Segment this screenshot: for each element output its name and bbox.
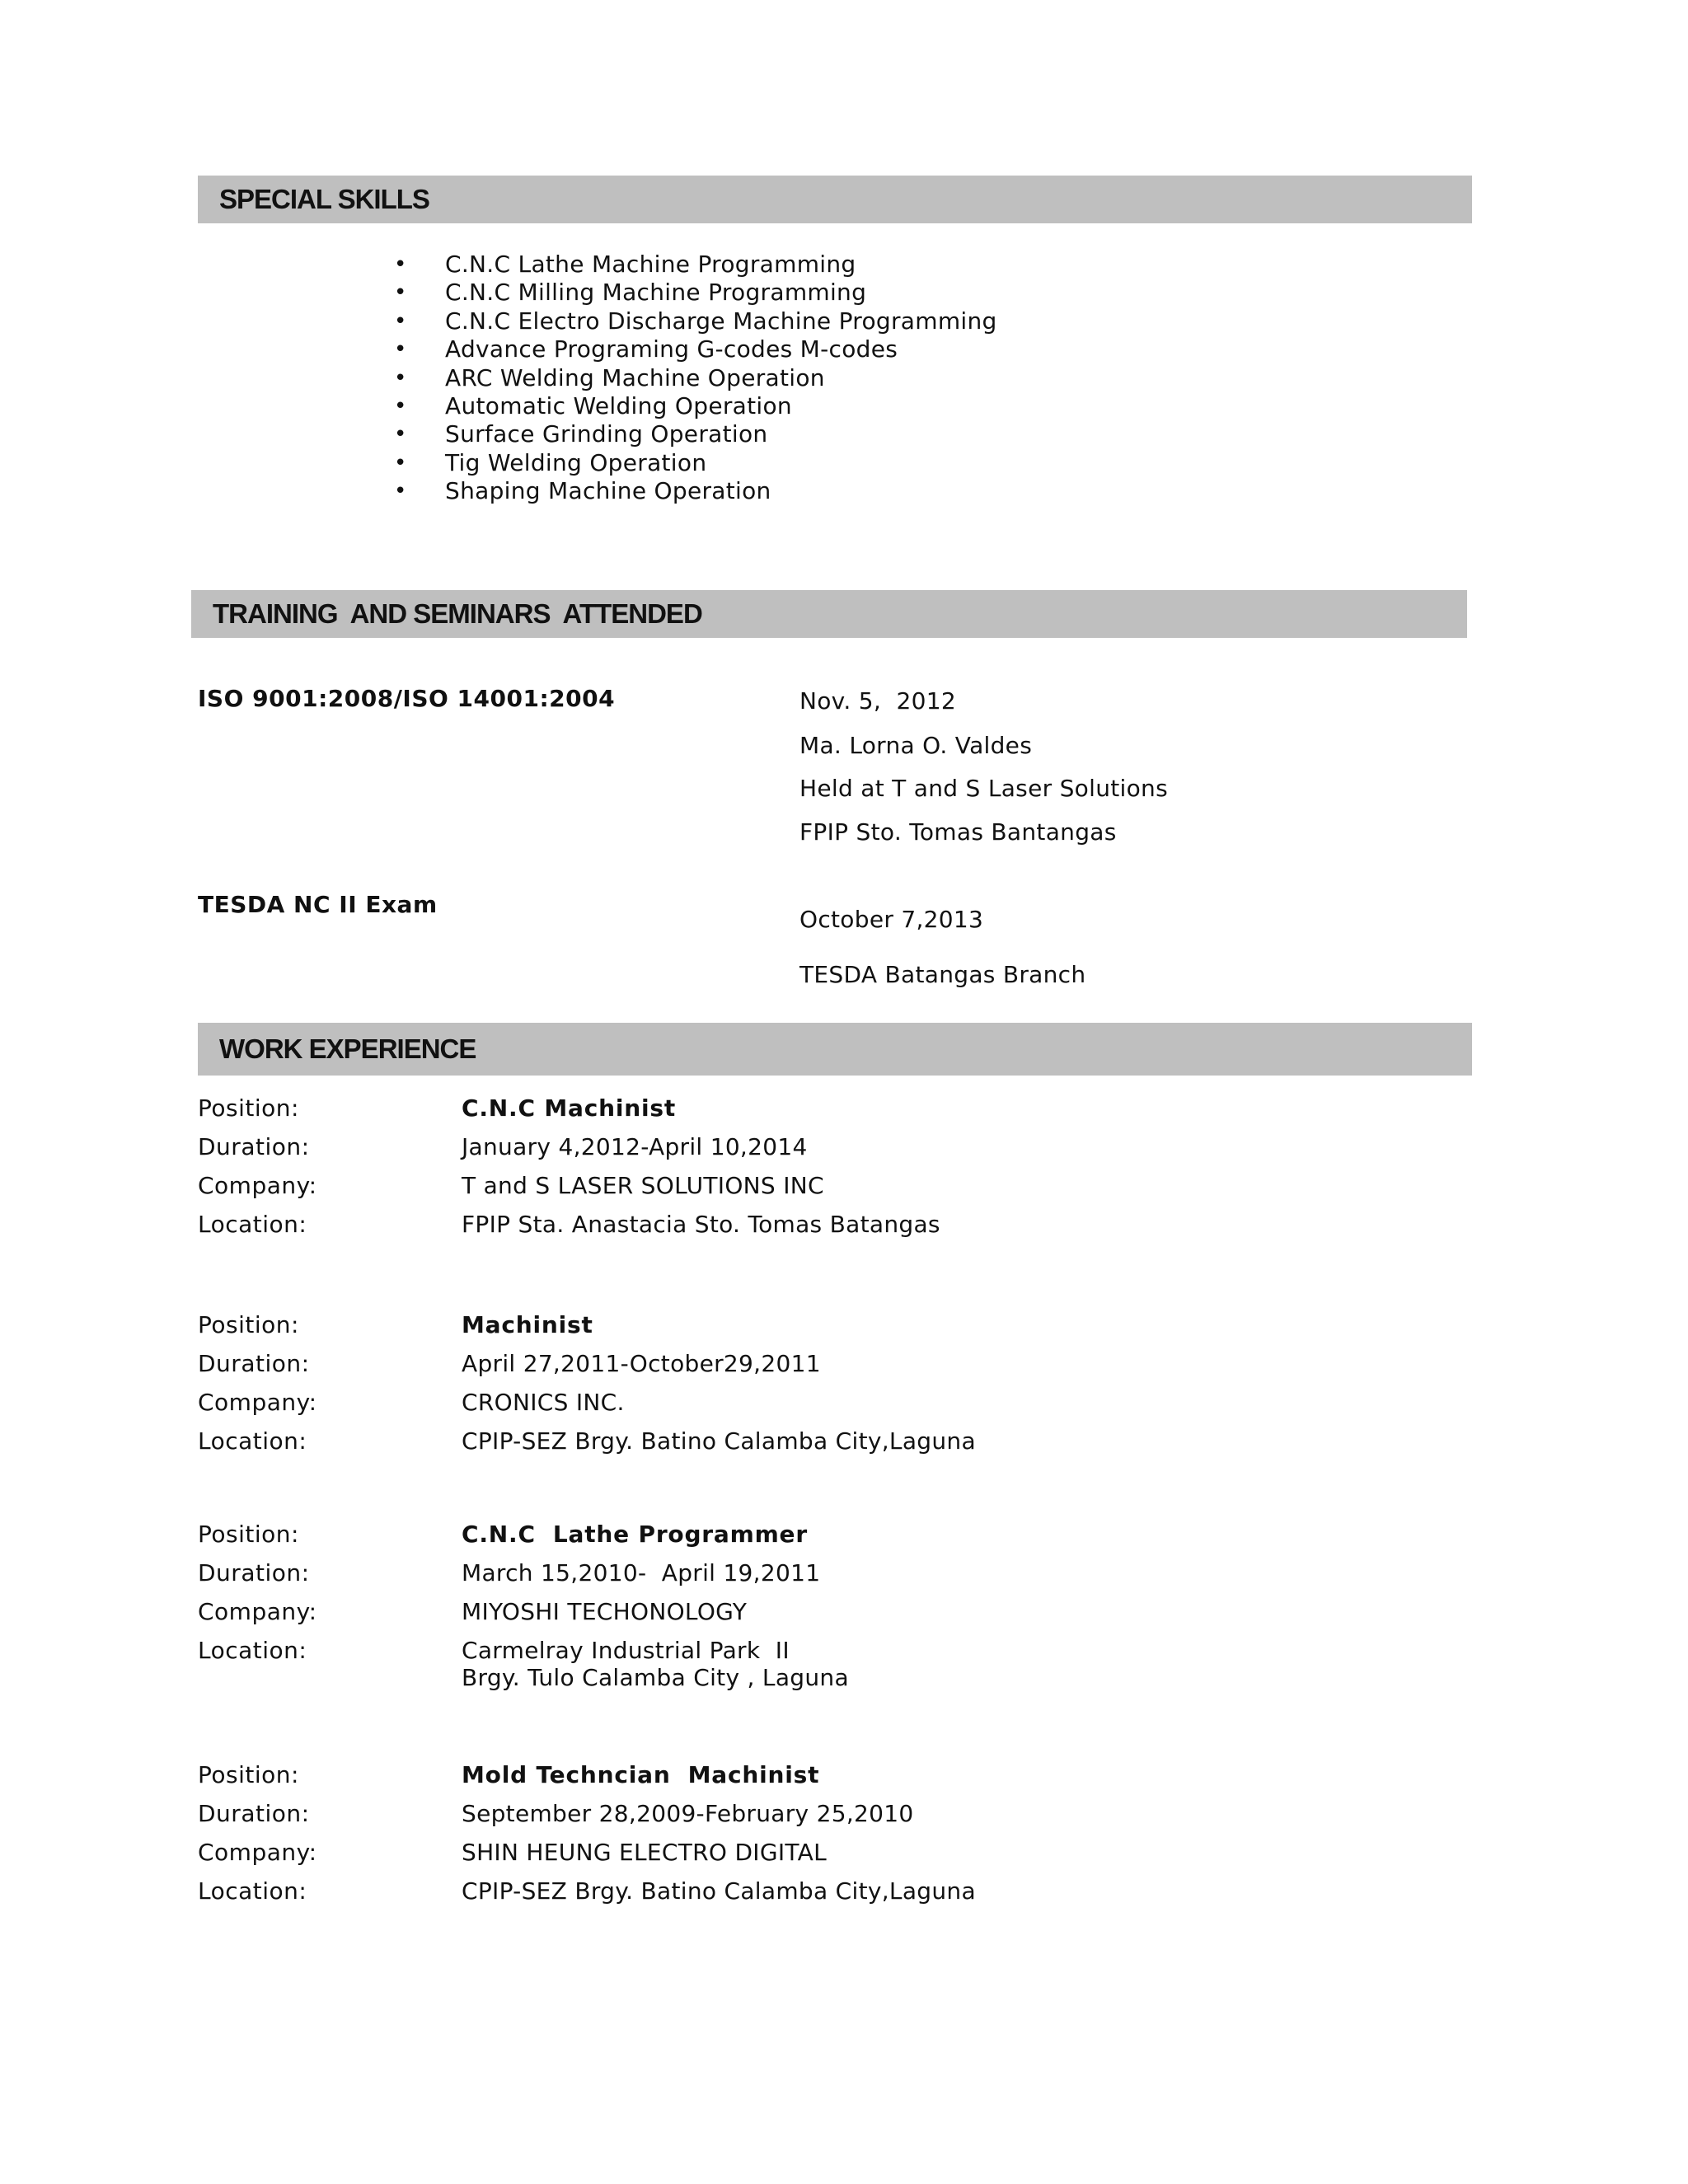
job-row <box>198 1211 1434 1249</box>
location-label: Location: <box>198 1877 307 1905</box>
list-item: • Advance Programing G-codes M-codes <box>394 335 997 363</box>
company-label: Company: <box>198 1598 317 1625</box>
job-row <box>198 1094 1434 1133</box>
special-skills-header <box>198 176 1472 223</box>
list-item: • C.N.C Milling Machine Programming <box>394 279 997 307</box>
job-row <box>198 1761 1434 1800</box>
job-row <box>198 1598 1434 1637</box>
duration-value: January 4,2012-April 10,2014 <box>462 1133 808 1160</box>
training-header <box>191 590 1467 638</box>
position-value: C.N.C Lathe Programmer <box>462 1521 808 1548</box>
position-label: Position: <box>198 1521 299 1548</box>
work-experience-header <box>198 1023 1472 1076</box>
job-row <box>198 1389 1434 1427</box>
company-value: T and S LASER SOLUTIONS INC <box>462 1172 824 1199</box>
company-value: CRONICS INC. <box>462 1389 625 1416</box>
job-row <box>198 1839 1434 1877</box>
list-item: • C.N.C Electro Discharge Machine Programming <box>394 307 997 335</box>
training-detail: TESDA Batangas Branch <box>799 961 1086 988</box>
list-item: • Shaping Machine Operation <box>394 477 997 505</box>
duration-value: March 15,2010- April 19,2011 <box>462 1559 821 1586</box>
job-row <box>198 1350 1434 1389</box>
location-label: Location: <box>198 1637 307 1664</box>
job-row <box>198 1877 1434 1916</box>
duration-value: April 27,2011-October29,2011 <box>462 1350 821 1377</box>
training-detail: Held at T and S Laser Solutions <box>799 775 1168 802</box>
duration-label: Duration: <box>198 1800 310 1827</box>
training-title: TESDA NC II Exam <box>198 891 438 918</box>
location-label: Location: <box>198 1211 307 1238</box>
position-value: C.N.C Machinist <box>462 1094 677 1122</box>
job-row <box>198 1172 1434 1211</box>
job-row <box>198 1521 1434 1559</box>
section-title: SPECIAL SKILLS <box>219 184 429 214</box>
company-label: Company: <box>198 1389 317 1416</box>
location-value: Carmelray Industrial Park II Brgy. Tulo Calamba City , Laguna <box>462 1637 849 1691</box>
training-detail: FPIP Sto. Tomas Bantangas <box>799 818 1117 846</box>
job-entry <box>198 1311 1434 1466</box>
job-row <box>198 1427 1434 1466</box>
skills-list <box>394 251 997 506</box>
job-row <box>198 1637 1434 1691</box>
location-value: FPIP Sta. Anastacia Sto. Tomas Batangas <box>462 1211 940 1238</box>
location-value: CPIP-SEZ Brgy. Batino Calamba City,Laguna <box>462 1427 976 1455</box>
list-item: • Tig Welding Operation <box>394 449 997 477</box>
duration-label: Duration: <box>198 1559 310 1586</box>
company-label: Company: <box>198 1172 317 1199</box>
training-title: ISO 9001:2008/ISO 14001:2004 <box>198 685 616 712</box>
training-detail: Ma. Lorna O. Valdes <box>799 732 1033 759</box>
job-entry <box>198 1521 1434 1691</box>
job-row <box>198 1311 1434 1350</box>
list-item: • Surface Grinding Operation <box>394 420 997 448</box>
position-value: Machinist <box>462 1311 593 1338</box>
duration-label: Duration: <box>198 1350 310 1377</box>
section-title: TRAINING AND SEMINARS ATTENDED <box>213 598 702 629</box>
location-value: CPIP-SEZ Brgy. Batino Calamba City,Laguna <box>462 1877 976 1905</box>
position-label: Position: <box>198 1094 299 1122</box>
company-value: MIYOSHI TECHONOLOGY <box>462 1598 748 1625</box>
job-row <box>198 1133 1434 1172</box>
list-item: • C.N.C Lathe Machine Programming <box>394 251 997 279</box>
section-title: WORK EXPERIENCE <box>219 1033 476 1064</box>
position-label: Position: <box>198 1761 299 1788</box>
job-row <box>198 1559 1434 1598</box>
job-row <box>198 1800 1434 1839</box>
position-label: Position: <box>198 1311 299 1338</box>
training-detail: October 7,2013 <box>799 906 984 933</box>
training-detail: Nov. 5, 2012 <box>799 687 956 715</box>
company-label: Company: <box>198 1839 317 1866</box>
duration-value: September 28,2009-February 25,2010 <box>462 1800 914 1827</box>
duration-label: Duration: <box>198 1133 310 1160</box>
company-value: SHIN HEUNG ELECTRO DIGITAL <box>462 1839 828 1866</box>
location-label: Location: <box>198 1427 307 1455</box>
job-entry <box>198 1094 1434 1249</box>
list-item: • ARC Welding Machine Operation <box>394 364 997 392</box>
position-value: Mold Techncian Machinist <box>462 1761 820 1788</box>
job-entry <box>198 1761 1434 1916</box>
list-item: • Automatic Welding Operation <box>394 392 997 420</box>
